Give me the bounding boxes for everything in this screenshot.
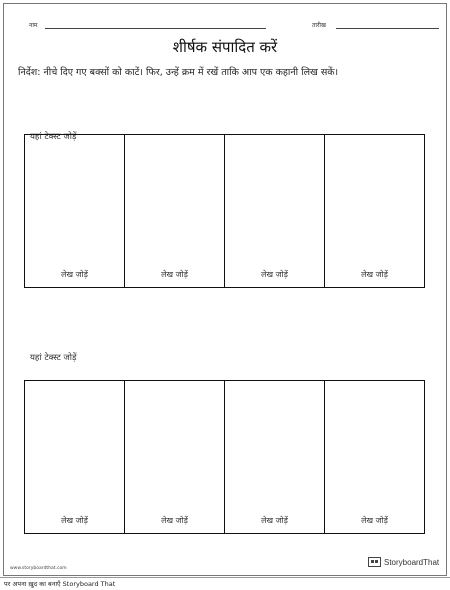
footer-credit[interactable]: पर अपना ख़ुद का बनाएँ Storyboard That [4, 580, 116, 588]
cell-label[interactable]: लेख जोड़ें [161, 516, 188, 525]
date-label: तारीख [312, 22, 326, 29]
storyboard-cell[interactable] [325, 135, 424, 287]
cell-label[interactable]: लेख जोड़ें [261, 270, 288, 279]
storyboard-cell[interactable] [225, 381, 325, 533]
section-2-label[interactable]: यहां टेक्स्ट जोड़ें [30, 353, 77, 363]
storyboard-logo-icon [368, 557, 381, 567]
date-line [336, 28, 439, 29]
section-1-label[interactable]: यहां टेक्स्ट जोड़ें [30, 132, 77, 142]
storyboard-cell[interactable] [225, 135, 325, 287]
storyboard-cell[interactable] [125, 381, 225, 533]
worksheet-title[interactable]: शीर्षक संपादित करें [172, 38, 278, 56]
cell-label[interactable]: लेख जोड़ें [61, 270, 88, 279]
storyboard-strip-2 [24, 380, 425, 534]
cell-label[interactable]: लेख जोड़ें [361, 270, 388, 279]
storyboardthat-logo [368, 557, 439, 567]
site-url: www.storyboardthat.com [10, 566, 67, 571]
storyboard-cell[interactable] [125, 135, 225, 287]
footer-divider [0, 577, 450, 578]
storyboard-strip-1 [24, 134, 425, 288]
cell-label[interactable]: लेख जोड़ें [261, 516, 288, 525]
cell-label[interactable]: लेख जोड़ें [161, 270, 188, 279]
cell-label[interactable]: लेख जोड़ें [361, 516, 388, 525]
name-line [45, 28, 266, 29]
cell-label[interactable]: लेख जोड़ें [61, 516, 88, 525]
storyboard-cell[interactable] [325, 381, 424, 533]
logo-text: StoryboardThat [384, 557, 440, 567]
storyboard-cell[interactable] [25, 381, 125, 533]
name-label: नाम [29, 22, 38, 29]
instructions-text: निर्देश: नीचे दिए गए बक्सों को काटें। फिर, उन्हें क्रम में रखें ताकि आप एक कहानी लिख सकें। [18, 67, 339, 78]
storyboard-cell[interactable] [25, 135, 125, 287]
